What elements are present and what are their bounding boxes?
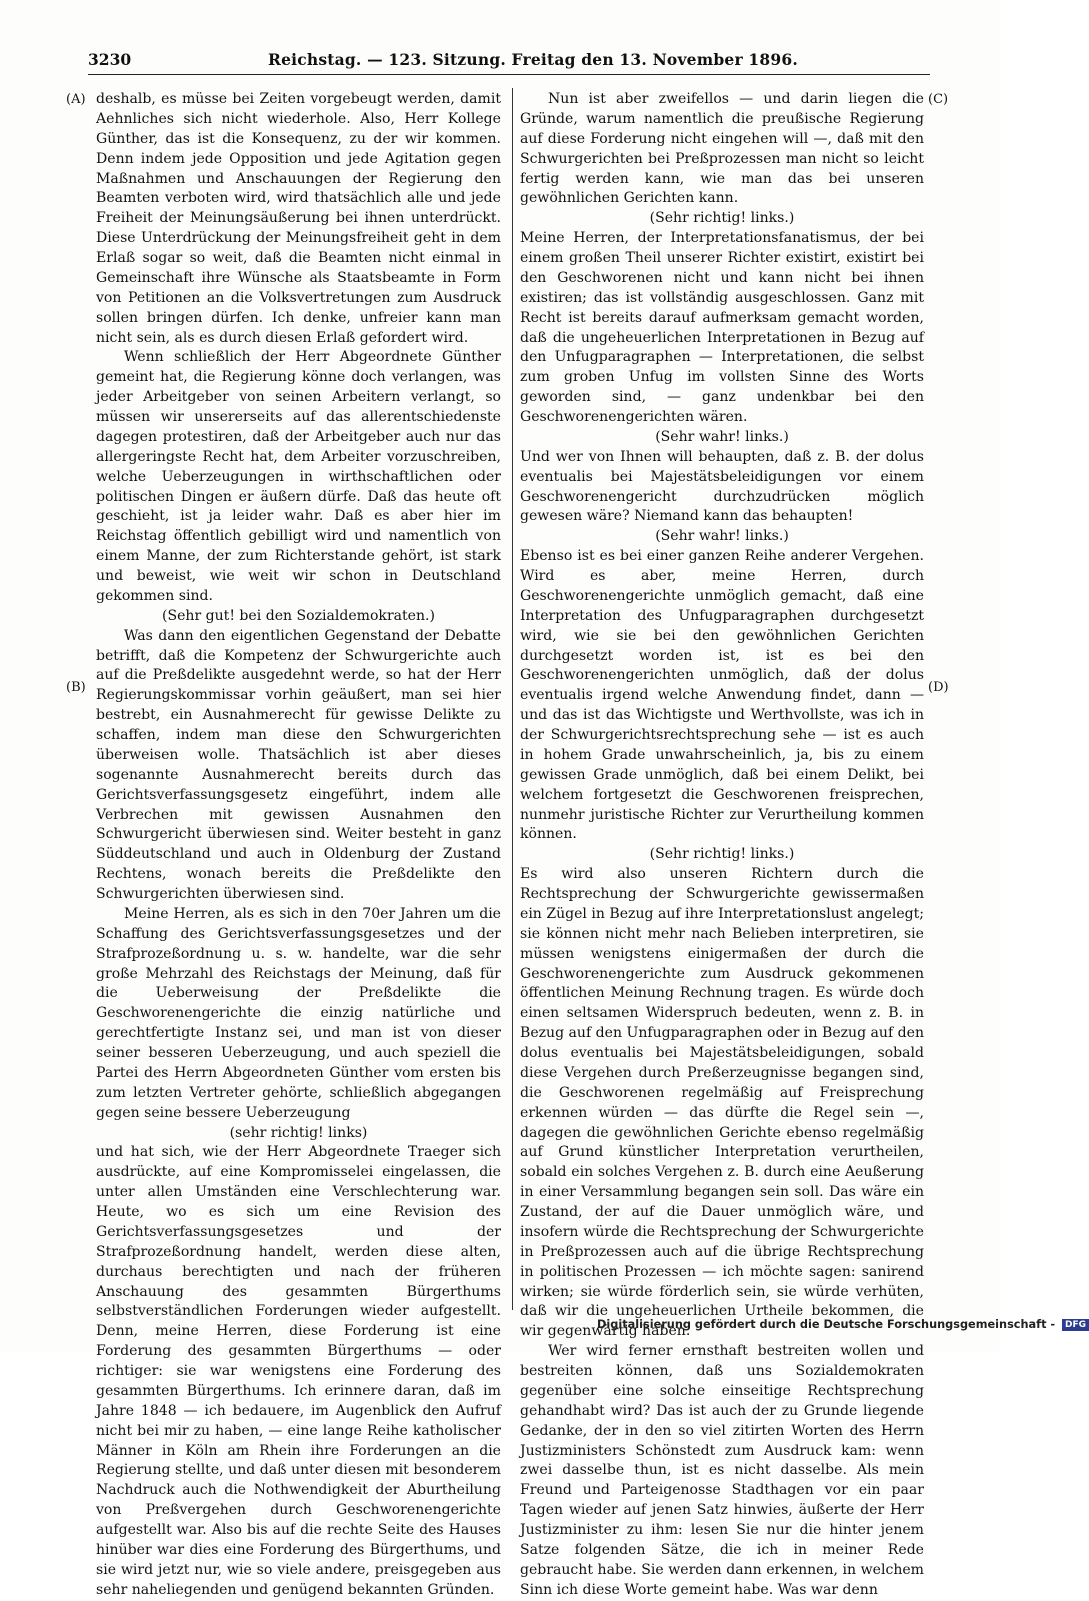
header-rule bbox=[88, 74, 930, 75]
paragraph: Was dann den eigentlichen Gegenstand der Debatte betrifft, daß die Kompetenz der Schwurgerichte auch auf die Preßdelikte ausgedehnt werde, so hat der Herr Regierungskommissar vorhin geäußert, man sei hier bestrebt, ein Ausnahmerecht für gewisse Delikte zu schaffen, indem man diese den Schwurgerichten überweisen wolle. Thatsächlich ist aber dieses sogenannte Ausnahmerecht bereits durch das Gerichtsverfassungsgesetz eingeführt, indem alle Verbrechen mit gewissen Ausnahmen den Schwurgericht überwiesen sind. Weiter besteht in ganz Süddeutschland und auch in Oldenburg der Zustand Rechtens, wonach bereits die Preßdelikte den Schwurgerichten überwiesen sind. bbox=[96, 627, 501, 902]
footer-text: Digitalisierung gefördert durch die Deutsche Forschungsgemeinschaft - bbox=[597, 1318, 1056, 1331]
interjection: (sehr richtig! links) bbox=[229, 1124, 368, 1141]
margin-marker-b: (B) bbox=[66, 680, 86, 695]
column-divider bbox=[512, 88, 513, 1310]
dfg-logo: DFG bbox=[1062, 1319, 1089, 1331]
interjection: (Sehr wahr! links.) bbox=[655, 528, 789, 545]
right-column bbox=[520, 90, 924, 1601]
interjection: (Sehr wahr! links.) bbox=[655, 428, 789, 445]
paragraph: Meine Herren, der Interpretationsfanatismus, der bei einem großen Theil unserer Richter existirt, existirt bei den Geschworenen nicht und kann nicht bei ihnen existiren; das ist vollständig ausgeschlossen. Ganz mit Recht ist bereits darauf aufmerksam gemacht worden, daß die ungeheuerlichen Interpretationen in Bezug auf den Unfugparagraphen — Interpretationen, die selbst zum groben Unfug im vollsten Sinne des Worts geworden sind, — ganz undenkbar bei den Geschworenengerichten wären. bbox=[520, 230, 924, 425]
margin-marker-d: (D) bbox=[928, 680, 949, 695]
running-title: Reichstag. — 123. Sitzung. Freitag den 13. November 1896. bbox=[268, 50, 798, 69]
interjection: (Sehr gut! bei den Sozialdemokraten.) bbox=[162, 607, 435, 624]
paragraph: Ebenso ist es bei einer ganzen Reihe anderer Vergehen. Wird es aber, meine Herren, durch Geschworenengerichte unmöglich gemacht, daß eine Interpretation des Unfugparagraphen durchgesetzt wird, wie sie bei den gewöhnlichen Gerichten durchgesetzt worden ist, ist es bei den Geschworenengerichten unmöglich, daß der dolus eventualis irgend welche Anwendung findet, dann — und das ist das Wichtigste und Werthvollste, was ich in der Schwurgerichtsrechtsprechung sehe — ist es auch in hohem Grade unwahrscheinlich, ja, bis zu einem gewissen Grade unmöglich, daß bei einem Delikt, bei welchem fortgesetzt die Geschworenen freisprechen, nunmehr juristische Richter zur Verurtheilung kommen können. bbox=[520, 548, 924, 843]
interjection: (Sehr richtig! links.) bbox=[649, 846, 795, 863]
paragraph: Es wird also unseren Richtern durch die Rechtsprechung der Schwurgerichte gewissermaßen ein Zügel in Bezug auf ihre Interpretationslust angelegt; sie können nicht mehr nach Belieben interpretiren, sie müssen wenigstens einigermaßen der durch die Geschworenengerichte zum Ausdruck gekommenen öffentlichen Meinung Rechnung tragen. Es würde doch einen seltsamen Widerspruch bedeuten, wenn z. B. in Bezug auf den Unfugparagraphen oder in Bezug auf den dolus eventualis bei Majestätsbeleidigungen, sobald diese Vergehen durch Preßerzeugnisse begangen sind, die Geschworenen regelmäßig auf Freisprechung erkennen würden — das dürfte die Regel sein —, dagegen die gewöhnlichen Gerichte ebenso regelmäßig auf Grund künstlicher Interpretation verurtheilen, sobald ein solches Vergehen z. B. durch eine Aeußerung in einer Versammlung begangen sein soll. Das wäre ein Zustand, der auf die Dauer unmöglich wäre, und insofern würde die Rechtsprechung der Schwurgerichte in Preßprozessen auch auf die übrige Rechtsprechung in politischen Prozessen — ich möchte sagen: sanirend wirken; sie würde förderlich sein, sie würde verhüten, daß wir die ungeheuerlichen Urtheile bekommen, die wir gegenwärtig haben. bbox=[520, 866, 924, 1340]
paragraph: Und wer von Ihnen will behaupten, daß z. B. der dolus eventualis bei Majestätsbeleidigungen vor einem Geschworenengericht durchzudrücken möglich gewesen wäre? Niemand kann das behaupten! bbox=[520, 448, 924, 525]
page-header bbox=[88, 48, 930, 74]
paragraph: Wenn schließlich der Herr Abgeordnete Günther gemeint hat, die Regierung könne doch verlangen, was jeder Arbeitgeber von seinen Arbeitern verlangt, so müssen wir unsererseits auf das allerentschiedenste dagegen protestiren, daß der Arbeitgeber auch nur das allergeringste Recht hat, dem Arbeiter vorzuschreiben, welche Ueberzeugungen in wirthschaftlichen oder politischen Dingen er äußern dürfe. Daß das heute oft geschieht, ist ja leider wahr. Daß es aber hier im Reichstag öffentlich gebilligt wird und namentlich von einem Manne, der zum Richterstande gehört, ist stark und beweist, wie weit wir schon in Deutschland gekommen sind. bbox=[96, 349, 501, 604]
paragraph: Meine Herren, als es sich in den 70er Jahren um die Schaffung des Gerichtsverfassungsgesetzes und der Strafprozeßordnung u. s. w. handelte, war die sehr große Mehrzahl des Reichstags der Meinung, daß für die Ueberweisung der Preßdelikte die Geschworenengerichte die einzig natürliche und gerechtfertigte Instanz sei, und man ist von dieser seiner besseren Ueberzeugung, und auch speziell die Partei des Herrn Abgeordneten Günther vom ersten bis zum letzten Vertreter gehörte, schließlich abgegangen gegen seine bessere Ueberzeugung bbox=[96, 905, 501, 1121]
paragraph: und hat sich, wie der Herr Abgeordnete Traeger sich ausdrückte, auf eine Kompromisselei eingelassen, die unter allen Umständen eine Verschlechterung war. Heute, wo es sich um eine Revision des Gerichtsverfassungsgesetzes und der Strafprozeßordnung handelt, werden diese alten, durchaus berechtigten und nach der früheren Anschauung des gesammten Bürgerthums selbstverständlichen Forderungen wieder aufgestellt. Denn, meine Herren, diese Forderung ist eine Forderung des gesammten Bürgerthums — oder richtiger: sie war wenigstens eine Forderung des gesammten Bürgerthums. Ich erinnere daran, daß im Jahre 1848 — ich bedauere, im Augenblick den Aufruf nicht bei mir zu haben, — eine lange Reihe katholischer Männer in Köln am Rhein ihre Forderungen an die Regierung stellte, und daß unter diesen mit besonderem Nachdruck auch die Nothwendigkeit der Aburtheilung von Preßvergehen durch Geschworenengerichte aufgestellt war. Also bis auf die rechte Seite des Hauses hinüber war dies eine Forderung des Bürgerthums, und sie wird jetzt nur, wie so viele andere, preisgegeben aus sehr naheliegenden und genügend bekannten Gründen. bbox=[96, 1144, 501, 1598]
paragraph: deshalb, es müsse bei Zeiten vorgebeugt werden, damit Aehnliches sich nicht wiederhole. Also, Herr Kollege Günther, das ist die Konsequenz, zu der wir kommen. Denn indem jede Opposition und jede Agitation gegen Maßnahmen und Anschauungen der Regierung den Beamten verboten wird, wird thatsächlich alle und jede Freiheit der Meinungsäußerung bei ihnen unterdrückt. Diese Unterdrückung der Meinungsfreiheit geht in dem Erlaß sogar so weit, daß die Beamten nicht einmal in Gemeinschaft ihre Wünsche als Staatsbeamte in Form von Petitionen an die Volksvertretungen zum Ausdruck sollen bringen dürfen. Ich denke, unfreier kann man nicht sein, als es durch diesen Erlaß gefordert wird. bbox=[96, 91, 501, 346]
left-column bbox=[96, 90, 501, 1601]
digitization-footer bbox=[597, 1318, 1089, 1331]
interjection: (Sehr richtig! links.) bbox=[649, 210, 795, 227]
margin-marker-c: (C) bbox=[928, 92, 949, 107]
margin-marker-a: (A) bbox=[66, 92, 86, 107]
paragraph: Wer wird ferner ernsthaft bestreiten wollen und bestreiten können, daß uns Sozialdemokraten gegenüber eine solche einseitige Rechtsprechung gehandhabt wird? Das ist auch der zu Grunde liegende Gedanke, der in den so viel zitirten Worten des Herrn Justizministers Schönstedt zum Ausdruck kam: wenn zwei dasselbe thun, ist es nicht dasselbe. Als mein Freund und Parteigenosse Stadthagen vor ein paar Tagen wieder auf jenen Satz hinwies, äußerte der Herr Justizminister zu ihm: lesen Sie nur die hinter jenem Satze folgenden Sätze, die ich in meiner Rede gebraucht habe. Sie werden dann erkennen, in welchem Sinn ich diese Worte gemeint habe. Was war denn bbox=[520, 1343, 924, 1598]
paragraph: Nun ist aber zweifellos — und darin liegen die Gründe, warum namentlich die preußische Regierung auf diese Forderung nicht eingehen will —, daß mit den Schwurgerichten bei Preßprozessen man nicht so leicht fertig werden kann, wie man das bei unseren gewöhnlichen Gerichten kann. bbox=[520, 91, 924, 207]
page-number: 3230 bbox=[88, 50, 132, 69]
